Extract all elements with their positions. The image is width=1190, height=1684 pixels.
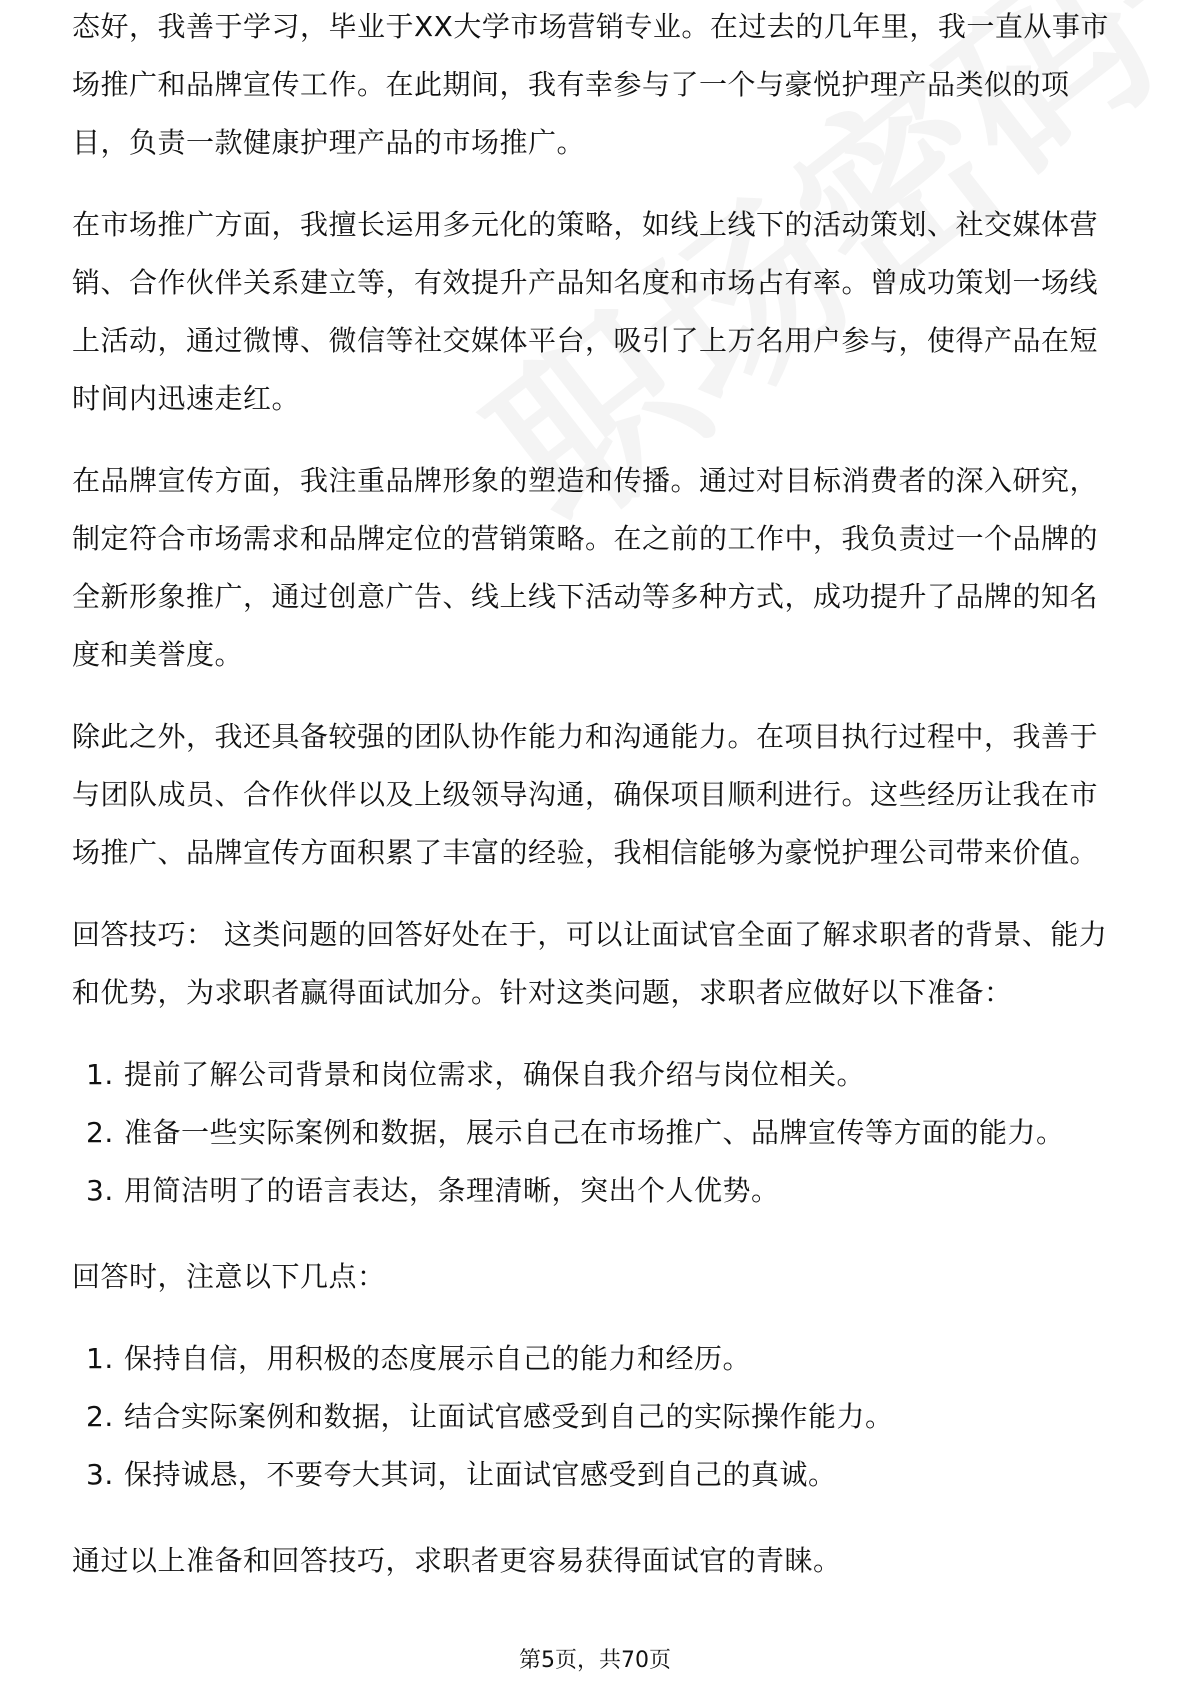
list-text: 保持诚恳，不要夸大其词，让面试官感受到自己的真诚。: [124, 1458, 837, 1491]
paragraph-branding: 在品牌宣传方面，我注重品牌形象的塑造和传播。通过对目标消费者的深入研究，制定符合市场需求和品牌定位的营销策略。在之前的工作中，我负责过一个品牌的全新形象推广，通过创意广告、线上线下活动等多种方式，成功提升了品牌的知名度和美誉度。: [72, 464, 1099, 671]
notes-heading: 回答时，注意以下几点：: [72, 1260, 386, 1293]
list-text: 提前了解公司背景和岗位需求，确保自我介绍与岗位相关。: [124, 1058, 866, 1091]
list-item: [86, 1104, 1122, 1162]
list-text: 保持自信，用积极的态度展示自己的能力和经历。: [124, 1342, 752, 1375]
list-number: 3.: [86, 1458, 114, 1491]
list-number: 1.: [86, 1342, 114, 1375]
paragraph-intro: 态好，我善于学习，毕业于XX大学市场营销专业。在过去的几年里，我一直从事市场推广和品牌宣传工作。在此期间，我有幸参与了一个与豪悦护理产品类似的项目，负责一款健康护理产品的市场推广。: [72, 10, 1109, 159]
list-number: 1.: [86, 1058, 114, 1091]
list-number: 3.: [86, 1174, 114, 1207]
paragraph-answer-tips: 回答技巧： 这类问题的回答好处在于，可以让面试官全面了解求职者的背景、能力和优势，为求职者赢得面试加分。针对这类问题，求职者应做好以下准备：: [72, 918, 1108, 1009]
paragraph-marketing: 在市场推广方面，我擅长运用多元化的策略，如线上线下的活动策划、社交媒体营销、合作伙伴关系建立等，有效提升产品知名度和市场占有率。曾成功策划一场线上活动，通过微博、微信等社交媒体平台，吸引了上万名用户参与，使得产品在短时间内迅速走红。: [72, 208, 1099, 415]
paragraph-teamwork: 除此之外，我还具备较强的团队协作能力和沟通能力。在项目执行过程中，我善于与团队成员、合作伙伴以及上级领导沟通，确保项目顺利进行。这些经历让我在市场推广、品牌宣传方面积累了丰富的经验，我相信能够为豪悦护理公司带来价值。: [72, 720, 1099, 869]
list-item: [86, 1046, 1122, 1104]
list-item: [86, 1388, 1122, 1446]
list-item: [86, 1446, 1122, 1504]
list-number: 2.: [86, 1400, 114, 1433]
list-text: 结合实际案例和数据，让面试官感受到自己的实际操作能力。: [124, 1400, 894, 1433]
page-footer: 第5页，共70页: [519, 1648, 671, 1673]
page-content: [72, 10, 1122, 1614]
closing-paragraph: 通过以上准备和回答技巧，求职者更容易获得面试官的青睐。: [72, 1544, 842, 1577]
prep-list: [72, 1046, 1122, 1220]
list-item: [86, 1162, 1122, 1220]
notes-list: [72, 1330, 1122, 1504]
list-number: 2.: [86, 1116, 114, 1149]
list-text: 准备一些实际案例和数据，展示自己在市场推广、品牌宣传等方面的能力。: [124, 1116, 1065, 1149]
list-item: [86, 1330, 1122, 1388]
list-text: 用简洁明了的语言表达，条理清晰，突出个人优势。: [124, 1174, 780, 1207]
